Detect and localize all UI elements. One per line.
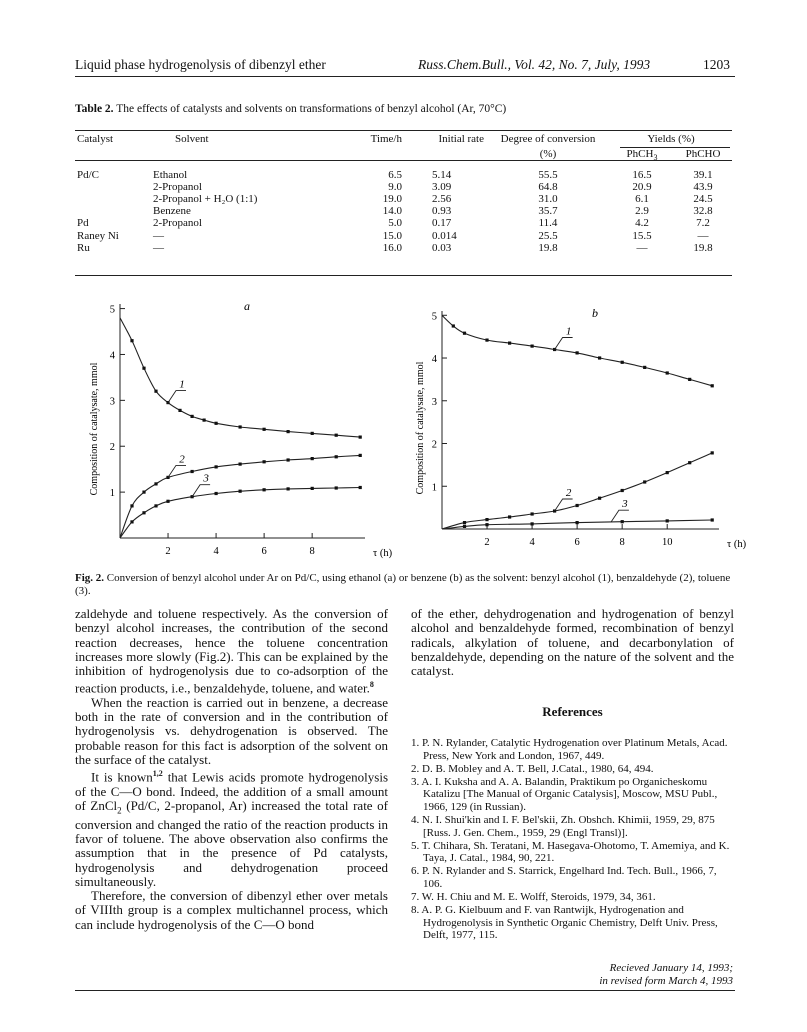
table-caption-text: The effects of catalysts and solvents on transformations of benzyl alcohol (Ar, 70°C) [116, 103, 507, 115]
y-tick-label: 5 [109, 304, 115, 316]
table-row [75, 230, 732, 242]
y-tick-label: 4 [109, 350, 115, 362]
x-tick-label: 8 [619, 537, 625, 548]
series-line-1 [120, 318, 360, 437]
table-cell-time: 19.0 [382, 193, 402, 205]
col-header-yields [610, 133, 732, 148]
data-point [531, 345, 534, 348]
data-point [335, 455, 338, 458]
data-point [287, 430, 290, 433]
data-point [531, 512, 534, 515]
series-label: 1 [179, 378, 185, 391]
left-p3-sub: 2 [117, 805, 122, 816]
col-header-catalyst: Catalyst [77, 133, 114, 145]
data-point [643, 480, 646, 483]
table-cell-rate: 2.56 [432, 193, 452, 205]
figure-caption [75, 572, 735, 597]
table-cell-catalyst [75, 181, 147, 193]
data-point [452, 324, 455, 327]
data-point [142, 491, 145, 494]
col-header-phch3 [610, 148, 674, 164]
figure-panel-a [75, 296, 395, 558]
data-point [711, 518, 714, 521]
y-tick-label: 1 [109, 488, 115, 500]
data-point [130, 520, 133, 523]
x-tick-label: 2 [484, 537, 490, 548]
x-tick-label: 6 [261, 546, 267, 557]
table-row [75, 217, 732, 229]
panel-label: a [244, 299, 250, 313]
data-point [311, 487, 314, 490]
table-cell-phcho: 43.9 [693, 180, 713, 193]
table-cell-time: 6.5 [388, 168, 402, 181]
col-header-conversion: Degree of conversion [500, 133, 596, 145]
figure-panel-b [410, 296, 747, 558]
x-tick-label: 6 [574, 537, 580, 548]
figure-label: Fig. 2. [75, 572, 105, 584]
chart-b [410, 296, 747, 558]
x-axis-label: τ (h) [373, 548, 393, 559]
results-table [75, 133, 732, 254]
data-point [287, 458, 290, 461]
data-point [485, 518, 488, 521]
left-p1-text: zaldehyde and toluene respectively. As the conversion of benzyl alcohol increases, the contribution of the second reaction decreases, hence the toluene concentration increases more slowly (Fig.2). This can be explained by the inhibition of hydrogenolysis due to co-adsorption of the reaction products, i.e., benzaldehyde, toluene, and water. [75, 606, 388, 696]
received-line-1: Recieved January 14, 1993; [609, 962, 733, 974]
left-p3-b: that Lewis acids promote hydrogenolysis of the C—O bond. Indeed, the addition of a small amount of ZnCl [75, 769, 388, 813]
series-line-2 [120, 455, 360, 538]
data-point [142, 511, 145, 514]
col-header-time: Time/h [370, 133, 402, 145]
table-cell-time: 15.0 [382, 229, 402, 242]
data-point [239, 490, 242, 493]
series-line-3 [120, 488, 360, 539]
data-point [621, 489, 624, 492]
series-label: 1 [565, 325, 572, 338]
table-cell-catalyst: Ru [77, 241, 90, 254]
table-cell-conv: 11.4 [538, 217, 558, 230]
data-point [335, 486, 338, 489]
data-point [531, 522, 534, 525]
reference-item: 6. P. N. Rylander and S. Starrick, Engelhard Ind. Tech. Bull., 1966, 7, 106. [411, 865, 717, 891]
table-row [75, 165, 732, 181]
table-cell-phcho: 39.1 [693, 168, 713, 181]
reference-item: 1. P. N. Rylander, Catalytic Hydrogenation over Platinum Metals, Acad. Press, New York and London, 1967, 449. [411, 737, 728, 762]
table-cell-conv: 31.0 [538, 193, 558, 205]
data-point [359, 454, 362, 457]
series-label: 3 [203, 472, 209, 485]
reference-item: 3. A. I. Kuksha and A. A. Balandin, Praktikum po Organicheskomu Katalizu [The Manual of Organic Catalysis], Moscow, MSU Publ., 1966, 129 (in Russian). [411, 775, 718, 813]
series-leader-line [168, 465, 186, 477]
y-axis-label: Composition of catalysate, mmol [89, 362, 100, 496]
table-cell-time: 9.0 [388, 180, 402, 193]
table-cell-time: 16.0 [382, 241, 402, 254]
data-point [178, 409, 181, 412]
y-axis-label: Composition of catalysate, mmol [415, 361, 426, 495]
reference-item: 5. T. Chihara, Sh. Teratani, M. Hasegava-Ohotomo, T. Amemiya, and K. Taya, J. Catal., 1984, 90, 221. [411, 839, 730, 865]
table-header-rule [75, 160, 732, 161]
series-leader-line [555, 338, 573, 350]
series-leader-line [611, 510, 629, 522]
data-point [666, 519, 669, 522]
data-point [263, 460, 266, 463]
series-label: 3 [622, 498, 628, 511]
data-point [191, 415, 194, 418]
data-point [142, 367, 145, 370]
y-tick-label: 4 [431, 354, 437, 366]
table-cell-time: 5.0 [388, 217, 402, 230]
chart-a [75, 296, 395, 558]
y-tick-label: 3 [109, 396, 115, 408]
data-point [359, 486, 362, 489]
left-paragraph-1 [75, 607, 388, 696]
references-heading: References [542, 704, 603, 719]
left-p1-ref: 8 [369, 680, 374, 690]
table-row [75, 242, 732, 254]
series-leader-line [168, 391, 186, 403]
table-cell-catalyst: Pd/C [77, 168, 100, 181]
left-paragraph-3 [75, 767, 388, 889]
x-tick-label: 8 [309, 546, 315, 557]
table-cell-solvent: 2-Propanol [153, 180, 202, 193]
data-point [463, 521, 466, 524]
table-cell-phcho: — [697, 229, 709, 242]
table-cell-phch3: 15.5 [632, 229, 652, 242]
table-cell-solvent: 2-Propanol [153, 217, 202, 230]
x-tick-label: 4 [529, 537, 535, 548]
table-row [75, 205, 732, 217]
table-cell-solvent: Benzene [153, 205, 191, 218]
table-cell-time: 14.0 [382, 205, 402, 218]
table-cell-solvent: 2-Propanol + H₂O (1:1) [153, 193, 258, 205]
data-point [711, 451, 714, 454]
col-header-solvent: Solvent [175, 133, 209, 145]
col-header-rate: Initial rate [438, 133, 484, 145]
data-point [154, 390, 157, 393]
data-point [463, 332, 466, 335]
series-label: 2 [179, 453, 185, 466]
data-point [263, 428, 266, 431]
table-cell-solvent: — [153, 229, 164, 242]
y-tick-label: 2 [431, 439, 437, 451]
table-cell-phch3: 4.2 [635, 217, 649, 230]
running-title: Liquid phase hydrogenolysis of dibenzyl ether [75, 57, 326, 72]
data-point [621, 361, 624, 364]
journal-citation: Russ.Chem.Bull., Vol. 42, No. 7, July, 1993 [418, 57, 651, 72]
data-point [191, 470, 194, 473]
table-cell-rate: 3.09 [432, 180, 452, 193]
table-cell-conv: 35.7 [538, 205, 558, 218]
data-point [666, 471, 669, 474]
table-cell-rate: 0.93 [432, 205, 452, 218]
data-point [239, 425, 242, 428]
data-point [166, 500, 169, 503]
left-p3-a: It is known [91, 769, 153, 785]
table-cell-phch3: — [636, 241, 648, 254]
data-point [485, 523, 488, 526]
yields-label: Yields (%) [647, 133, 695, 145]
table-cell-conv: 25.5 [538, 229, 558, 242]
table-bottom-rule [75, 275, 732, 276]
data-point [359, 436, 362, 439]
phch3-sub: 3 [653, 153, 658, 163]
col-header-phcho: PhCHO [685, 148, 721, 161]
left-paragraph-2: When the reaction is carried out in benzene, a decrease both in the rate of conversion and in the contribution of hydrogenolysis vs. dehydrogenation is observed. The probable reason for this fact is adsorption of the solvent on the surface of the catalyst. [75, 694, 388, 767]
left-p3-ref: 1,2 [152, 769, 163, 779]
data-point [598, 497, 601, 500]
data-point [130, 339, 133, 342]
table-row [75, 181, 732, 193]
phch3-label: PhCH [626, 148, 654, 161]
series-line-2 [442, 453, 712, 529]
table-cell-phch3: 20.9 [632, 180, 652, 193]
y-tick-label: 5 [431, 311, 437, 323]
series-line-1 [442, 315, 712, 386]
data-point [508, 515, 511, 518]
reference-item: 7. W. H. Chiu and M. E. Wolff, Steroids, 1979, 34, 361. [411, 891, 656, 904]
data-point [598, 356, 601, 359]
data-point [576, 351, 579, 354]
data-point [508, 342, 511, 345]
data-point [130, 504, 133, 507]
table-cell-phch3: 6.1 [635, 193, 649, 205]
data-point [576, 521, 579, 524]
reference-item: 2. D. B. Mobley and A. T. Bell, J.Catal., 1980, 64, 494. [411, 762, 654, 775]
data-point [215, 422, 218, 425]
table-cell-solvent: — [153, 241, 164, 254]
table-cell-conv: 55.5 [538, 168, 558, 181]
left-p3-c: (Pd/C, 2-propanol, Ar) increased the total rate of conversion and changed the ratio of the reaction products in favor of toluene. The above observation also confirms the assumption that in the presence of Pd catalysts, hydrogenolysis and dehydrogenation proceed simultaneously. [75, 797, 388, 889]
table-cell-rate: 0.17 [432, 217, 452, 230]
table-cell-phch3: 16.5 [632, 168, 652, 181]
reference-item: 8. A. P. G. Kielbuum and F. van Rantwijk, Hydrogenation and Hydrogenolysis in Synthetic Organic Chemistry, Delft Univ. Press, Delft, 1977, 115. [411, 904, 718, 942]
data-point [263, 488, 266, 491]
table-cell-phcho: 7.2 [696, 217, 710, 230]
figure-caption-text: Conversion of benzyl alcohol under Ar on Pd/C, using ethanol (a) or benzene (b) as the solvent: benzyl alcohol (1), benzaldehyde (2), toluene (3). [75, 572, 731, 597]
col-header-conversion-unit: (%) [539, 148, 557, 161]
table-cell-phch3: 2.9 [635, 205, 649, 218]
right-column [411, 607, 734, 678]
table-header-row [75, 133, 732, 148]
table-cell-catalyst: Pd [77, 217, 89, 230]
footer-rule [75, 990, 735, 991]
data-point [335, 434, 338, 437]
table-cell-rate: 0.014 [432, 229, 457, 242]
x-axis-label: τ (h) [727, 539, 747, 550]
data-point [311, 457, 314, 460]
references-list [411, 737, 734, 943]
data-point [239, 463, 242, 466]
data-point [485, 339, 488, 342]
data-point [287, 487, 290, 490]
table-caption [75, 103, 506, 115]
data-point [711, 384, 714, 387]
table-cell-rate: 0.03 [432, 241, 452, 254]
panel-label: b [592, 306, 598, 320]
table-cell-phcho: 24.5 [693, 193, 713, 205]
table-cell-phcho: 19.8 [693, 241, 713, 254]
table-cell-solvent: Ethanol [153, 168, 188, 181]
data-point [154, 504, 157, 507]
data-point [311, 432, 314, 435]
y-tick-label: 1 [431, 482, 437, 494]
table-cell-catalyst [75, 205, 147, 217]
data-point [215, 465, 218, 468]
data-point [215, 492, 218, 495]
data-point [203, 419, 206, 422]
reference-item: 4. N. I. Shui'kin and I. F. Bel'skii, Zh. Obshch. Khimii, 1959, 29, 875 [Russ. J. Gen. Chem., 1959, 29 (Engl Transl)]. [411, 814, 715, 839]
y-tick-label: 3 [431, 396, 437, 408]
data-point [688, 378, 691, 381]
data-point [688, 461, 691, 464]
left-column [75, 607, 388, 932]
table-cell-conv: 64.8 [538, 180, 558, 193]
table-row [75, 193, 732, 205]
data-point [621, 520, 624, 523]
table-cell-phcho: 32.8 [693, 205, 713, 218]
y-tick-label: 2 [109, 442, 115, 454]
table-subheader-row [75, 148, 732, 164]
x-tick-label: 10 [661, 537, 673, 548]
x-tick-label: 4 [213, 546, 219, 557]
header-rule [75, 76, 735, 77]
x-tick-label: 2 [165, 546, 171, 557]
left-paragraph-4: Therefore, the conversion of dibenzyl ether over metals of VIIIth group is a complex multichannel process, which can include hydrogenolysis of the C—O bond [75, 888, 388, 932]
received-dates [599, 962, 733, 987]
data-point [576, 504, 579, 507]
right-paragraph-1: of the ether, dehydrogenation and hydrogenation of benzyl alcohol and benzaldehyde formed, recombination of benzyl radicals, alkylation of toluene, and decarbonylation of benzaldehyde, depending on the nature of the solvent and the catalyst. [411, 606, 734, 678]
table-top-rule [75, 130, 732, 131]
table-cell-catalyst: Raney Ni [77, 229, 119, 242]
table-label: Table 2. [75, 103, 114, 115]
table-cell-conv: 19.8 [538, 241, 558, 254]
series-label: 2 [565, 487, 572, 499]
data-point [666, 371, 669, 374]
table-cell-rate: 5.14 [432, 168, 452, 181]
data-point [154, 482, 157, 485]
data-point [463, 525, 466, 528]
received-line-2: in revised form March 4, 1993 [599, 974, 733, 987]
page-number: 1203 [703, 57, 730, 72]
data-point [643, 366, 646, 369]
table-cell-catalyst [75, 193, 147, 205]
